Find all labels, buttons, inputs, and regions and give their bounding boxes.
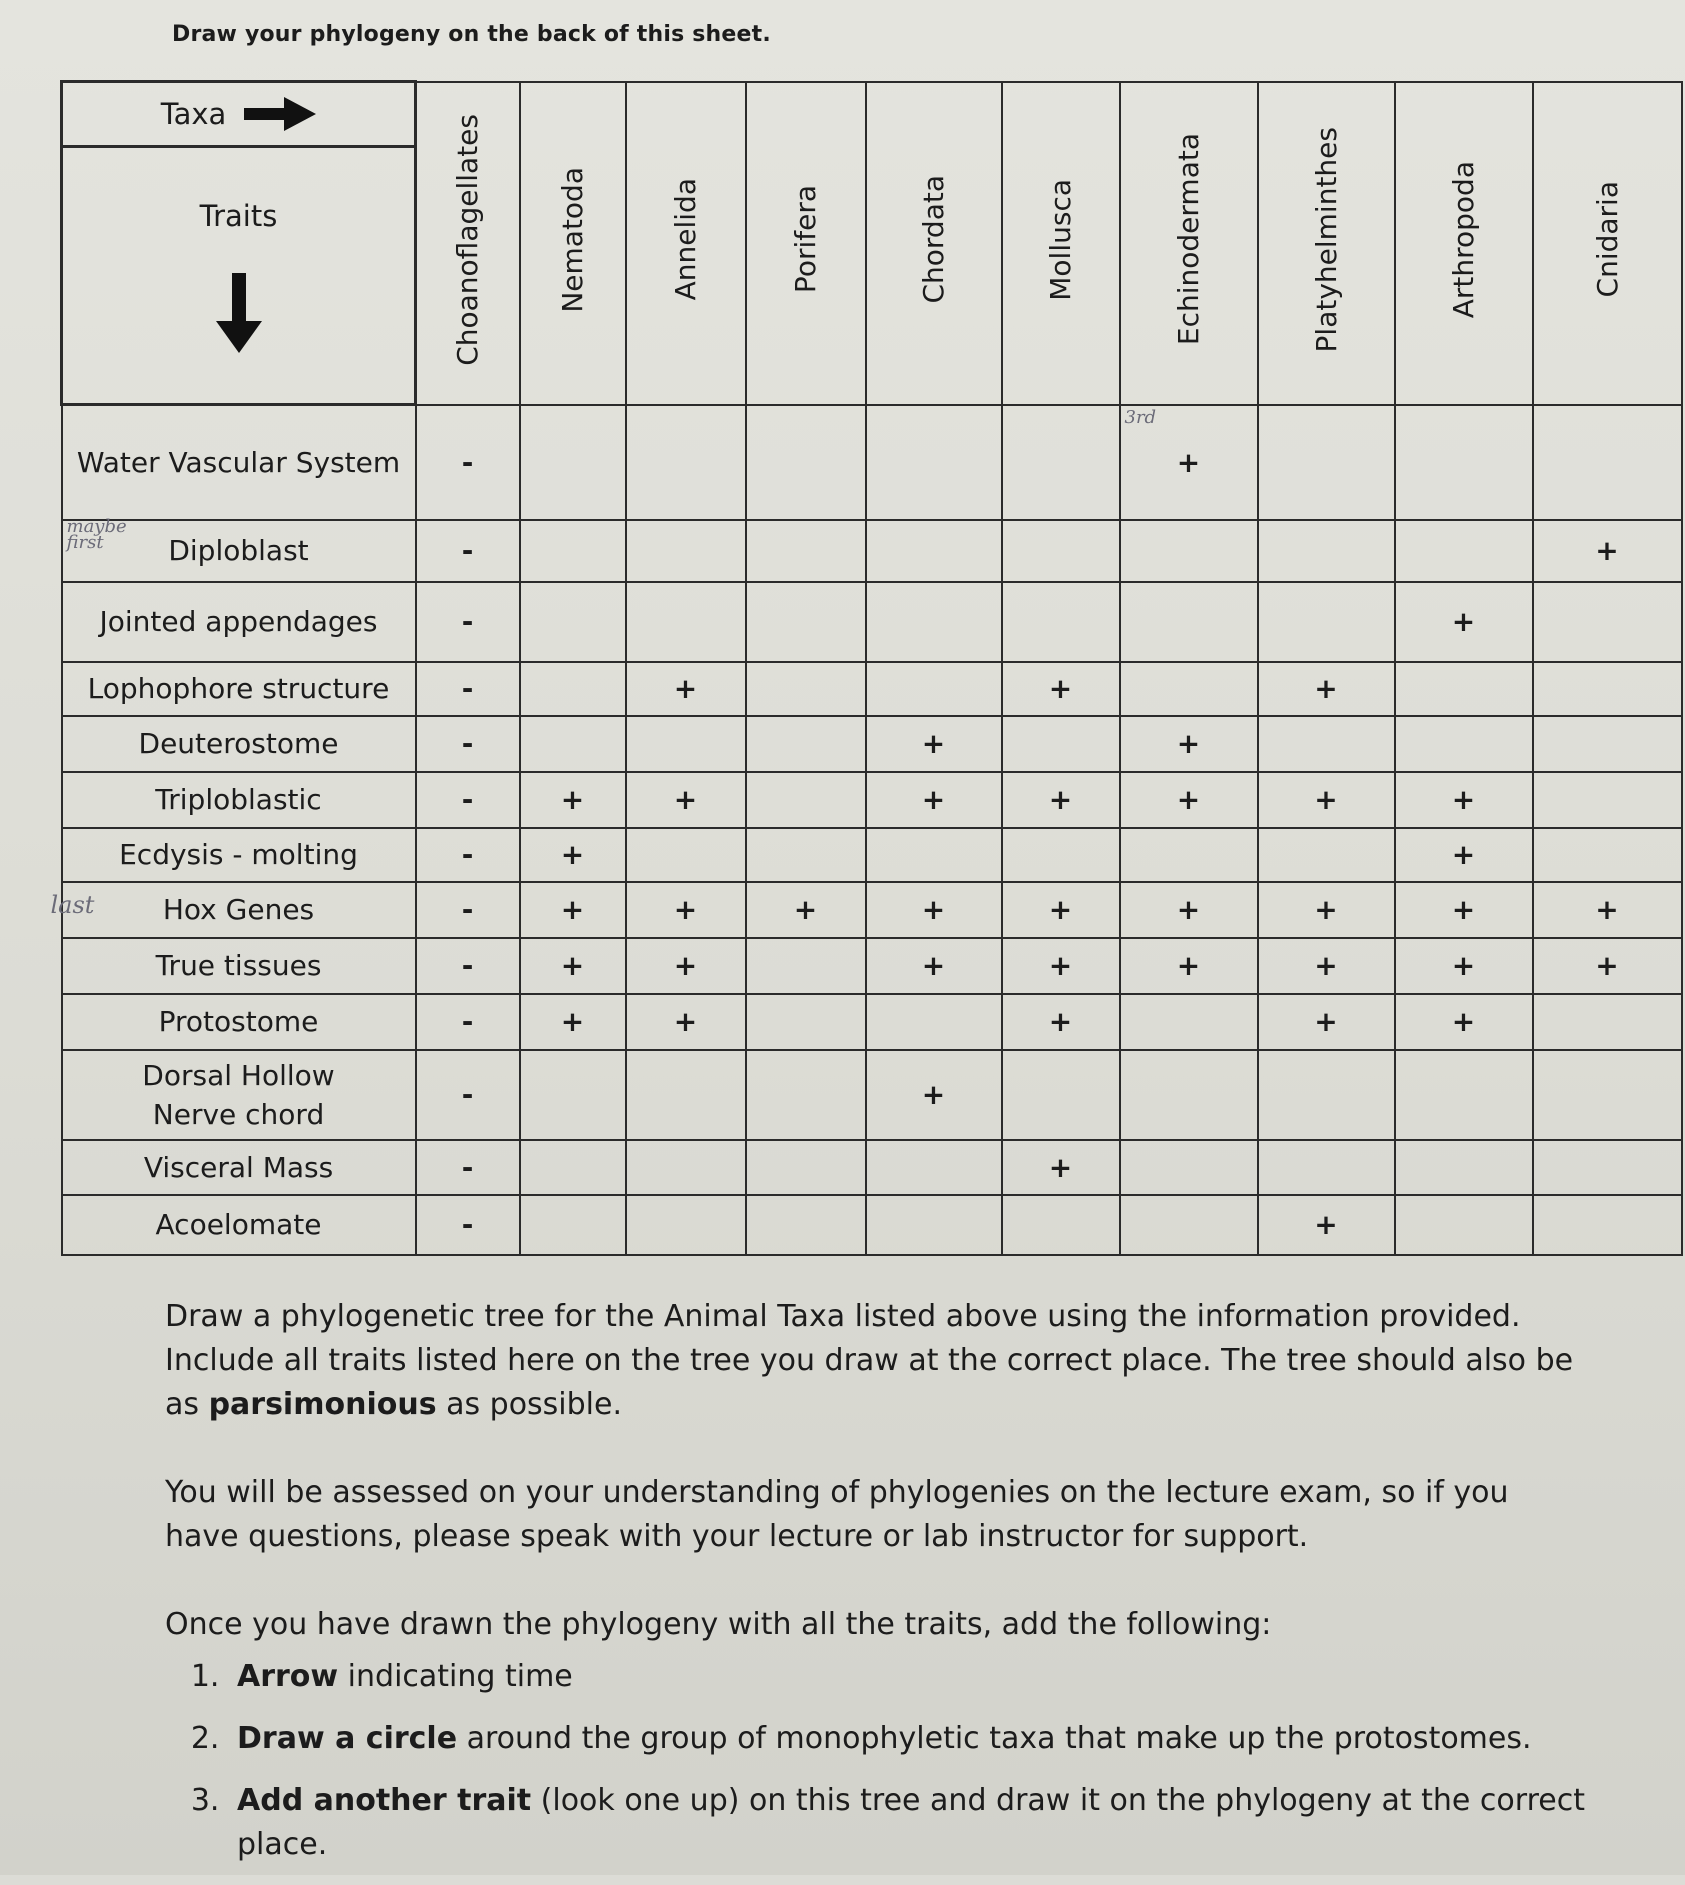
plus-mark: + — [1048, 1150, 1073, 1184]
minus-mark: - — [461, 1150, 474, 1184]
trait-name: Deuterostome — [138, 727, 339, 760]
traits-header-cell — [62, 147, 416, 405]
minus-mark: - — [461, 838, 474, 871]
plus-mark: + — [921, 1078, 946, 1111]
handwritten-last: last — [50, 890, 95, 919]
plus-mark: + — [1176, 727, 1201, 760]
handwritten-maybe-first: maybe first — [66, 515, 127, 553]
trait-cell — [626, 994, 746, 1050]
taxa-header-cell — [62, 82, 416, 147]
taxon-header-chordata: Chordata — [866, 82, 1002, 405]
step-item: 1. Arrow indicating time — [229, 1655, 1585, 1699]
trait-name-cell — [62, 716, 416, 772]
trait-cell — [1533, 405, 1682, 520]
trait-cell — [1002, 716, 1120, 772]
plus-mark: + — [673, 949, 698, 982]
plus-mark: + — [1176, 949, 1201, 982]
plus-mark: + — [1314, 1208, 1338, 1241]
trait-cell — [1533, 994, 1682, 1050]
plus-mark: + — [1176, 783, 1201, 816]
trait-cell — [1002, 662, 1120, 716]
plus-mark: + — [560, 838, 585, 871]
trait-cell — [520, 716, 626, 772]
trait-cell — [520, 405, 626, 520]
trait-cell — [1258, 1050, 1395, 1140]
trait-cell — [1120, 716, 1258, 772]
trait-cell — [626, 520, 746, 582]
trait-cell — [1120, 582, 1258, 662]
taxa-label: Taxa — [160, 97, 227, 131]
trait-cell — [520, 828, 626, 882]
trait-cell — [1002, 882, 1120, 938]
plus-mark: + — [1048, 783, 1073, 816]
trait-cell — [1120, 662, 1258, 716]
taxon-header-mollusca: Mollusca — [1002, 82, 1120, 405]
traits-label: Traits — [199, 198, 278, 233]
trait-cell — [866, 994, 1002, 1050]
trait-cell — [1533, 938, 1682, 994]
trait-row — [62, 716, 1682, 772]
trait-cell — [1002, 405, 1120, 520]
plus-mark: + — [1451, 838, 1476, 871]
plus-mark: + — [1048, 949, 1073, 982]
plus-mark: + — [921, 783, 946, 816]
plus-mark: + — [1048, 893, 1073, 926]
trait-cell — [520, 520, 626, 582]
trait-cell — [1258, 520, 1395, 582]
plus-mark: + — [1451, 893, 1476, 926]
plus-mark: + — [560, 893, 585, 926]
trait-cell — [1002, 828, 1120, 882]
trait-cell — [746, 828, 866, 882]
trait-cell — [1395, 882, 1533, 938]
trait-cell — [1395, 582, 1533, 662]
trait-cell — [1120, 994, 1258, 1050]
trait-cell — [1002, 582, 1120, 662]
trait-cell — [866, 1140, 1002, 1195]
trait-cell — [866, 1195, 1002, 1255]
plus-mark: + — [560, 949, 585, 982]
trait-cell — [746, 772, 866, 828]
trait-cell — [416, 582, 520, 662]
trait-row — [62, 1195, 1682, 1255]
trait-matrix-table — [50, 80, 1683, 1256]
header-note: Draw your phylogeny on the back of this sheet. — [172, 22, 771, 47]
trait-row — [62, 882, 1682, 938]
trait-cell — [866, 882, 1002, 938]
minus-mark: - — [461, 949, 474, 982]
trait-cell — [1533, 1140, 1682, 1195]
trait-cell — [1002, 1140, 1120, 1195]
minus-mark: - — [461, 672, 474, 705]
trait-cell — [416, 716, 520, 772]
trait-cell — [416, 882, 520, 938]
trait-name-cell — [62, 515, 416, 582]
trait-cell — [1395, 938, 1533, 994]
trait-cell — [1120, 1140, 1258, 1195]
trait-cell — [1258, 938, 1395, 994]
trait-cell — [1120, 1195, 1258, 1255]
plus-mark: + — [921, 727, 946, 760]
trait-cell — [746, 1140, 866, 1195]
trait-cell — [1002, 772, 1120, 828]
trait-cell — [520, 938, 626, 994]
trait-name: Water Vascular System — [76, 445, 401, 479]
instructions-paragraph-3: Once you have drawn the phylogeny with all the traits, add the following: — [165, 1607, 1272, 1642]
minus-mark: - — [461, 445, 474, 479]
minus-mark: - — [461, 727, 474, 760]
plus-mark: + — [1314, 1005, 1338, 1038]
arrow-down-icon — [216, 273, 262, 353]
plus-mark: + — [1314, 672, 1338, 705]
trait-name-cell — [62, 994, 416, 1050]
trait-cell — [746, 1195, 866, 1255]
plus-mark: + — [560, 783, 585, 816]
plus-mark: + — [1314, 783, 1338, 816]
trait-cell — [416, 405, 520, 520]
trait-name-cell — [62, 662, 416, 716]
plus-mark: + — [1451, 605, 1476, 638]
plus-mark: + — [673, 1005, 698, 1038]
plus-mark: + — [1176, 445, 1201, 479]
trait-cell — [416, 772, 520, 828]
trait-cell — [1258, 828, 1395, 882]
trait-cell — [1395, 994, 1533, 1050]
trait-name-cell — [62, 772, 416, 828]
trait-cell — [1395, 1195, 1533, 1255]
trait-cell — [1002, 1195, 1120, 1255]
trait-cell — [626, 582, 746, 662]
taxon-header-cnidaria: Cnidaria — [1533, 82, 1682, 405]
plus-mark: + — [560, 1005, 585, 1038]
trait-cell — [520, 1050, 626, 1140]
trait-name-cell — [62, 1195, 416, 1255]
trait-cell — [1395, 828, 1533, 882]
trait-name: Triploblastic — [155, 783, 322, 816]
trait-cell — [626, 1050, 746, 1140]
minus-mark: - — [461, 1078, 474, 1111]
trait-cell — [416, 938, 520, 994]
trait-cell — [866, 828, 1002, 882]
trait-cell — [1395, 520, 1533, 582]
trait-row — [62, 772, 1682, 828]
trait-cell — [416, 1050, 520, 1140]
trait-cell — [1258, 994, 1395, 1050]
trait-name: True tissues — [155, 949, 322, 982]
trait-row — [62, 1050, 1682, 1140]
plus-mark: + — [1048, 672, 1073, 705]
plus-mark: + — [1451, 949, 1476, 982]
plus-mark: + — [673, 893, 698, 926]
trait-cell — [626, 716, 746, 772]
trait-name: Protostome — [158, 1005, 319, 1038]
trait-name-cell — [62, 405, 416, 520]
trait-cell — [520, 882, 626, 938]
taxon-header-annelida: Annelida — [626, 82, 746, 405]
trait-name-cell — [62, 1140, 416, 1195]
trait-cell — [1120, 828, 1258, 882]
plus-mark: + — [1314, 949, 1338, 982]
trait-cell — [866, 772, 1002, 828]
taxon-header-platyhelminthes: Platyhelminthes — [1258, 82, 1395, 405]
trait-row — [62, 994, 1682, 1050]
plus-mark: + — [1451, 783, 1476, 816]
trait-cell — [1533, 520, 1682, 582]
instructions-block — [165, 1295, 1585, 1885]
minus-mark: - — [461, 534, 474, 567]
plus-mark: + — [1314, 893, 1338, 926]
trait-cell — [866, 582, 1002, 662]
trait-cell — [626, 405, 746, 520]
trait-name-cell — [62, 938, 416, 994]
plus-mark: + — [921, 893, 946, 926]
trait-row — [62, 520, 1682, 582]
trait-cell — [1120, 405, 1258, 520]
trait-cell — [1258, 882, 1395, 938]
plus-mark: + — [1451, 1005, 1476, 1038]
trait-cell — [1002, 520, 1120, 582]
trait-cell — [1120, 1050, 1258, 1140]
trait-name: Lophophore structure — [87, 672, 390, 705]
plus-mark: + — [1595, 534, 1619, 567]
trait-cell — [1395, 772, 1533, 828]
plus-mark: + — [1595, 893, 1619, 926]
trait-name: Acoelomate — [155, 1208, 322, 1241]
trait-cell — [1533, 882, 1682, 938]
trait-cell — [626, 938, 746, 994]
trait-name: Jointed appendages — [99, 605, 378, 638]
plus-mark: + — [921, 949, 946, 982]
trait-cell — [1533, 716, 1682, 772]
trait-name: Diploblast — [168, 534, 309, 567]
trait-cell — [1533, 772, 1682, 828]
trait-cell — [520, 662, 626, 716]
trait-name: Hox Genes — [162, 893, 315, 926]
trait-cell — [520, 772, 626, 828]
trait-cell — [1395, 405, 1533, 520]
trait-cell — [626, 772, 746, 828]
trait-cell — [746, 716, 866, 772]
trait-name-cell — [62, 828, 416, 882]
taxon-header-echinodermata: Echinodermata — [1120, 82, 1258, 405]
taxon-header-nematoda: Nematoda — [520, 82, 626, 405]
trait-cell — [1258, 582, 1395, 662]
minus-mark: - — [461, 1005, 474, 1038]
steps-list — [165, 1655, 1585, 1867]
trait-row — [62, 405, 1682, 520]
trait-cell — [416, 662, 520, 716]
step-item: 3. Add another trait (look one up) on this tree and draw it on the phylogeny at the correct place. — [229, 1779, 1585, 1867]
trait-cell — [866, 716, 1002, 772]
trait-cell — [1258, 772, 1395, 828]
trait-cell — [1258, 716, 1395, 772]
trait-cell — [866, 938, 1002, 994]
trait-cell — [1120, 772, 1258, 828]
trait-cell — [866, 662, 1002, 716]
trait-cell — [626, 828, 746, 882]
trait-name: Dorsal Hollow Nerve chord — [142, 1058, 335, 1131]
trait-cell — [1533, 828, 1682, 882]
trait-cell — [1258, 1140, 1395, 1195]
trait-cell — [1258, 405, 1395, 520]
trait-cell — [866, 405, 1002, 520]
trait-cell — [626, 662, 746, 716]
trait-cell — [520, 1140, 626, 1195]
trait-cell — [1533, 1050, 1682, 1140]
taxon-header-choanoflagellates: Choanoflagellates — [416, 82, 520, 405]
trait-cell — [626, 882, 746, 938]
trait-cell — [1533, 582, 1682, 662]
trait-row — [62, 938, 1682, 994]
plus-mark: + — [1048, 1005, 1073, 1038]
plus-mark: + — [673, 783, 698, 816]
trait-cell — [626, 1195, 746, 1255]
trait-cell — [746, 1050, 866, 1140]
trait-cell — [1120, 520, 1258, 582]
trait-cell — [1120, 882, 1258, 938]
trait-cell — [746, 994, 866, 1050]
trait-cell — [1002, 1050, 1120, 1140]
trait-cell — [1533, 1195, 1682, 1255]
trait-row — [62, 662, 1682, 716]
trait-cell — [1120, 938, 1258, 994]
trait-cell — [416, 828, 520, 882]
taxon-header-porifera: Porifera — [746, 82, 866, 405]
trait-cell — [1533, 662, 1682, 716]
trait-cell — [1258, 662, 1395, 716]
trait-cell — [746, 938, 866, 994]
trait-cell — [626, 1140, 746, 1195]
trait-cell — [746, 405, 866, 520]
plus-mark: + — [793, 893, 818, 926]
step-item: 2. Draw a circle around the group of monophyletic taxa that make up the protostomes. — [229, 1717, 1585, 1761]
trait-cell — [746, 882, 866, 938]
taxon-header-arthropoda: Arthropoda — [1395, 82, 1533, 405]
minus-mark: - — [461, 605, 474, 638]
trait-cell — [520, 582, 626, 662]
plus-mark: + — [1595, 949, 1619, 982]
trait-cell — [416, 1195, 520, 1255]
plus-mark: + — [1176, 893, 1201, 926]
trait-cell — [1002, 938, 1120, 994]
arrow-right-icon — [244, 97, 316, 131]
trait-cell — [1395, 1140, 1533, 1195]
trait-row — [62, 828, 1682, 882]
trait-name-cell — [50, 882, 416, 938]
instructions-paragraph-1: Draw a phylogenetic tree for the Animal Taxa listed above using the information provided. Include all traits listed here on the tree you draw at the correct place. The tree should also be as parsimonious as possible. — [165, 1299, 1574, 1422]
trait-cell — [416, 1140, 520, 1195]
minus-mark: - — [461, 1208, 474, 1241]
trait-cell — [1395, 716, 1533, 772]
trait-cell — [746, 520, 866, 582]
plus-mark: + — [673, 672, 698, 705]
trait-cell — [1002, 994, 1120, 1050]
trait-row — [62, 582, 1682, 662]
trait-name: Ecdysis - molting — [119, 838, 358, 871]
trait-cell — [1395, 1050, 1533, 1140]
instructions-paragraph-2: You will be assessed on your understanding of phylogenies on the lecture exam, so if you have questions, please speak with your lecture or lab instructor for support. — [165, 1475, 1509, 1554]
trait-cell — [866, 520, 1002, 582]
minus-mark: - — [461, 893, 474, 926]
minus-mark: - — [461, 783, 474, 816]
trait-row — [62, 1140, 1682, 1195]
trait-name-cell — [62, 1050, 416, 1140]
trait-cell — [416, 994, 520, 1050]
trait-cell — [746, 582, 866, 662]
trait-cell — [520, 994, 626, 1050]
trait-cell — [416, 520, 520, 582]
trait-cell — [866, 1050, 1002, 1140]
trait-cell — [746, 662, 866, 716]
trait-cell — [520, 1195, 626, 1255]
handwritten-third: 3rd — [1124, 406, 1157, 428]
trait-name-cell — [62, 582, 416, 662]
trait-cell — [1258, 1195, 1395, 1255]
trait-name: Visceral Mass — [143, 1150, 334, 1184]
trait-cell — [1395, 662, 1533, 716]
